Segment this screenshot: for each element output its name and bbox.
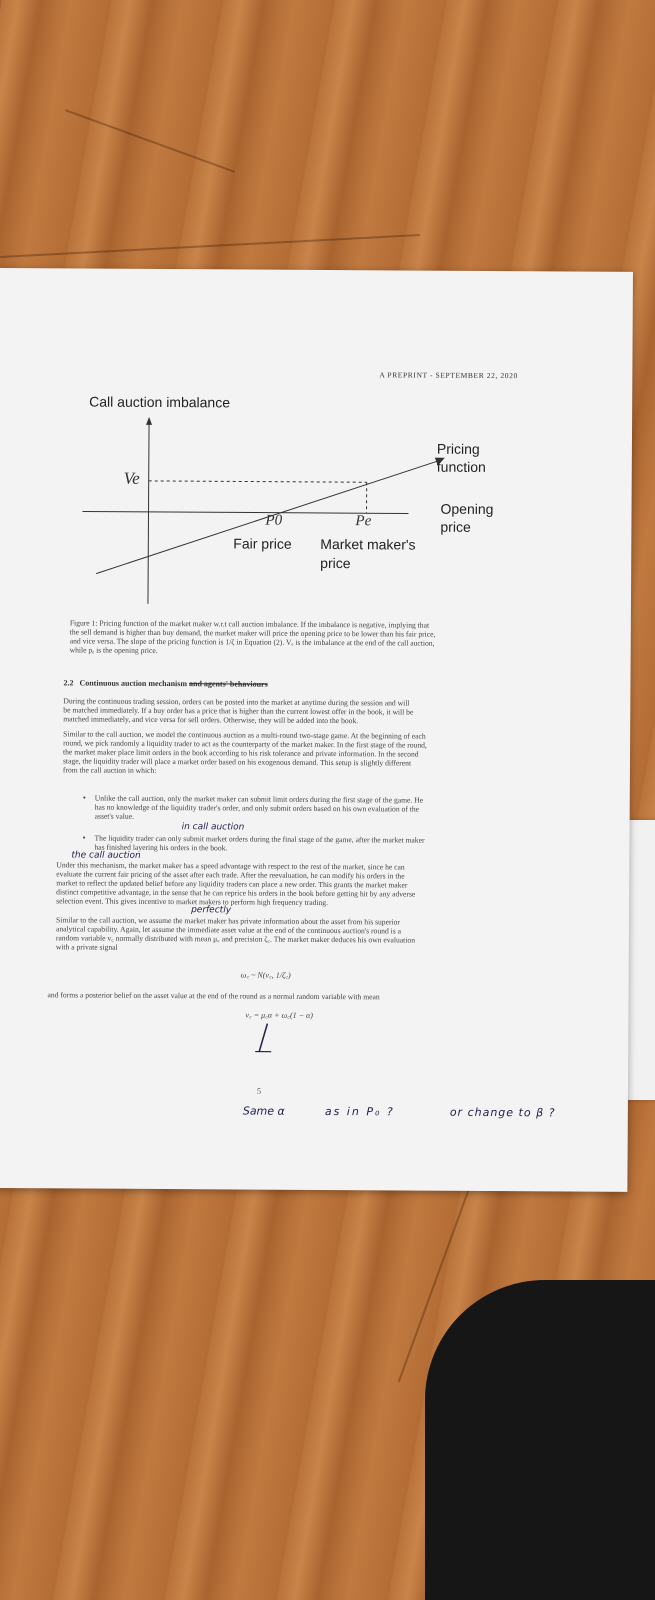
paragraph-line: the market maker place limit orders in the book according to his risk tolerance and private information. In the second xyxy=(63,747,419,759)
market-maker-label: Market maker's xyxy=(320,535,416,553)
equation-signal: ω꜀ ~ N(v꜀, 1/ζ꜀) xyxy=(240,970,291,980)
handwritten-in-call-auction: in call auction xyxy=(181,822,245,833)
y-axis-arrow xyxy=(146,417,152,425)
opening-price-label: Opening xyxy=(440,500,494,518)
caption-line: Figure 1: Pricing function of the market maker w.r.t call auction imbalance. If the imbalance is negative, implying that xyxy=(69,618,430,630)
ve-dashed-line xyxy=(149,481,367,482)
bullet-line: has finished layering his orders in the book. xyxy=(94,842,228,853)
bullet-line: asset's value. xyxy=(94,811,135,821)
paragraph-line: During the continuous trading session, orders can be posted into the market at anytime during the session and will xyxy=(63,696,410,708)
underlying-paper xyxy=(628,820,655,1100)
paragraph-line: from the call auction in which: xyxy=(62,765,157,775)
paragraph-line: with a private signal xyxy=(55,942,118,952)
figure-title: Call auction imbalance xyxy=(89,393,231,411)
paragraph xyxy=(63,696,543,726)
paragraph-line: evaluate the current fair pricing of the asset after each trade. After the reevaluation, he can modify his orders in the xyxy=(56,869,405,881)
section-title: Continuous auction mechanism xyxy=(79,678,188,689)
handwritten-the-call-auction: the call auction xyxy=(71,850,141,861)
bullet-line: The liquidity trader can only submit market orders during the final stage of the game, after the market maker xyxy=(94,833,425,845)
ve-label: Ve xyxy=(123,468,140,488)
paragraph-line: selection event. This gives incentive to market makers to perform high frequency trading. xyxy=(56,896,329,908)
paragraph-line: round, we pick randomly a liquidity trader to act as the counterparty of the market maker. In the first stage of the round, xyxy=(63,738,427,750)
page-header: A PREPRINT - SEPTEMBER 22, 2020 xyxy=(379,370,518,381)
paragraph-line: be matched immediately. If a buy order has a price that is higher than the current lowest offer in the book, it will be xyxy=(63,705,414,717)
handwritten-note-as-in: as in P₀ ? xyxy=(324,1105,395,1119)
p0-label: P0 xyxy=(265,512,283,529)
paragraph-line: matched immediately, and vice versa for sell orders. Otherwise, they will be added into the book. xyxy=(63,714,359,726)
pe-label: Pe xyxy=(355,513,372,530)
pricing-function-label: Pricing xyxy=(436,440,480,457)
opening-price-label-2: price xyxy=(440,518,471,535)
caption-line: and vice versa. The slope of the pricing function is 1/ζ in Equation (2). Vₑ is the imbalance at the end of the call auction, xyxy=(69,636,435,648)
paragraph xyxy=(56,860,536,908)
section-number: 2.2 xyxy=(63,678,74,688)
paragraph-line: random variable v꜀ normally distributed with mean μ꜀ and precision ζ꜀. The market maker deduces his own evaluation xyxy=(55,933,416,945)
caption-line: while pₑ is the opening price. xyxy=(69,645,158,655)
bullet-line: Unlike the call auction, only the market maker can submit limit orders during the first stage of the game. He xyxy=(94,793,424,805)
desk-grain xyxy=(65,109,235,172)
bullet-item xyxy=(82,832,524,855)
bullet-dot: • xyxy=(82,832,86,843)
paper-sheet xyxy=(0,268,633,1192)
paragraph-line: Similar to the call auction, we model the continuous auction as a multi-round two-stage game. At the beginning of each xyxy=(63,729,426,741)
pricing-function-label-2: function xyxy=(436,458,486,475)
equation-posterior: v꜀ = μ꜀α + ω꜀(1 − α) xyxy=(245,1010,313,1020)
figure-caption xyxy=(70,618,530,657)
paragraph xyxy=(56,915,536,954)
handwritten-perfectly: perfectly xyxy=(191,905,232,916)
handwritten-arrow xyxy=(253,1018,293,1058)
pricing-figure xyxy=(78,393,529,611)
paragraph: and forms a posterior belief on the asset value at the end of the round as a normal random variable with mean xyxy=(47,990,380,1002)
paragraph-line: distinct competitive advantage, in the sense that he can reprice his orders in the book before getting hit by any adverse xyxy=(56,887,416,899)
paragraph-line: Under this mechanism, the market maker has a speed advantage with respect to the rest of the market, since he can xyxy=(56,860,405,872)
bullet-dot: • xyxy=(82,792,86,803)
paragraph-line: analytical capability. Again, let assume the immediate asset value at the end of the continuous auction's round is a xyxy=(55,924,402,936)
market-maker-label-2: price xyxy=(320,554,351,572)
paragraph xyxy=(63,729,543,777)
fair-price-label: Fair price xyxy=(233,535,292,552)
paragraph-line: Similar to the call auction, we assume the market maker has private information about the asset from his superior xyxy=(55,915,400,927)
handwritten-note-same-alpha: Same α xyxy=(242,1104,285,1118)
section-heading xyxy=(63,678,267,688)
page-number: 5 xyxy=(256,1086,262,1096)
caption-line: the sell demand is higher than buy demand, the market maker will price the opening price to be lower than his fair price, xyxy=(69,627,436,639)
bullet-line: has no knowledge of the liquidity trader's order, and only submit orders based on his own evaluation of the xyxy=(94,802,420,814)
section-title-struck: and agents' behaviours xyxy=(189,679,268,689)
desk-grain xyxy=(0,234,420,258)
dark-fabric xyxy=(425,1280,655,1600)
paragraph-line: market to reflect the updated belief before any liquidity traders can place a new order. This grants the market maker xyxy=(56,878,408,890)
handwritten-note-or-change: or change to β ? xyxy=(449,1105,556,1120)
paragraph-line: stage, the liquidity trader will place a market order based on his exogenous demand. This setup is slightly different xyxy=(62,756,412,768)
bullet-item xyxy=(82,792,525,824)
